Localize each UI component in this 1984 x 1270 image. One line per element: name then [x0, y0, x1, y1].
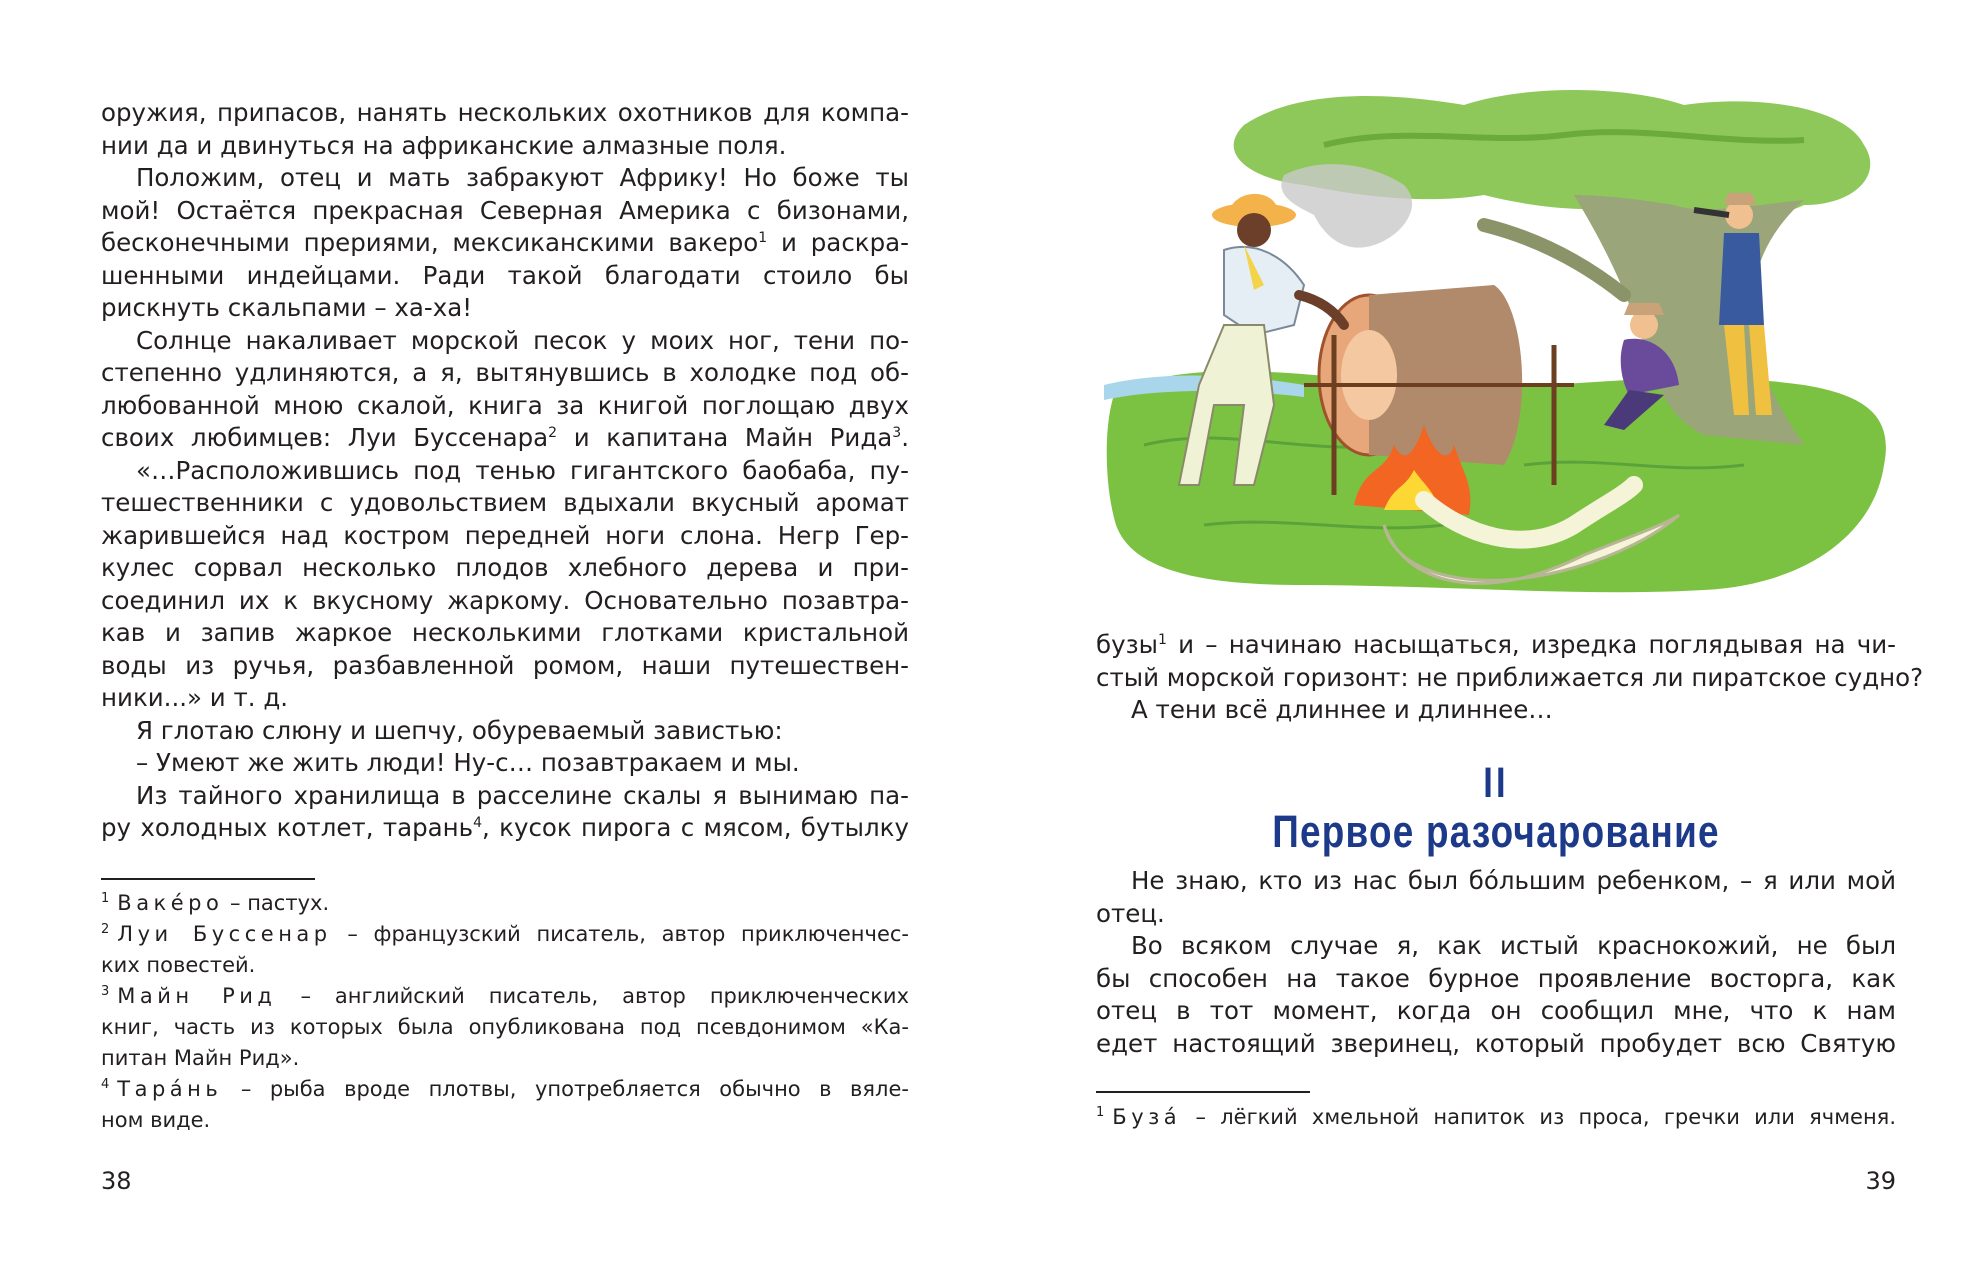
footnote-term: Бузá: [1112, 1105, 1182, 1129]
explorer-hat: [1724, 193, 1756, 205]
text-line: кулес сорвал несколько плодов хлебного дерева и при-: [101, 553, 909, 582]
text-line: своих любимцев: Луи Буссенара$^2$ и капитана Майн Рида$^3$.: [101, 423, 910, 452]
footnote-mark: 1: [758, 229, 768, 246]
footnote-divider: [1096, 1091, 1310, 1093]
text-line: Солнце накаливает морской песок у моих ног, тени по-: [136, 325, 909, 355]
man-head: [1237, 213, 1271, 247]
footnote-mark: 2: [548, 424, 558, 441]
text-line: [101, 227, 909, 260]
text-line: отец в тот момент, когда он сообщил мне, что к нам: [1096, 996, 1896, 1025]
text-line: воды из ручья, разбавленной ромом, наши путешествен-: [101, 650, 909, 680]
footnote-number: 1: [101, 891, 110, 906]
footnote-mark: 1: [1157, 631, 1167, 648]
text-line: шенными индейцами. Ради такой благодати стоило бы: [101, 260, 909, 290]
footnote-number: 3: [101, 984, 110, 999]
text-line: степенно удлиняются, а я, вытянувшись в холодке под об-: [101, 358, 909, 387]
text-line: стый морской горизонт: не приближается ли пиратское судно?: [1096, 662, 1924, 692]
footnote-term: Майн Рид: [117, 984, 277, 1008]
text-fragment: бесконечными прериями, мексиканскими вакеро: [101, 228, 759, 257]
chapter-numeral: II: [1483, 759, 1509, 807]
leg-cut: [1341, 330, 1397, 420]
right-page-top-text: [1096, 629, 1924, 727]
footnote: [1096, 1102, 1896, 1133]
straw-hat-crown: [1229, 194, 1279, 213]
footnote-number: 1: [1096, 1105, 1105, 1120]
seated-man-head: [1630, 311, 1658, 339]
footnote-divider: [101, 878, 315, 880]
text-line: едет настоящий зверинец, который пробудет всю Святую: [1096, 1028, 1896, 1058]
campfire-illustration: [1104, 85, 1894, 615]
footnote-continuation: книг, часть из которых была опубликована под псевдонимом «Ка-: [101, 1015, 909, 1039]
text-fragment: бузы: [1096, 630, 1158, 659]
text-line: Не знаю, кто из нас был бóльшим ребенком, – я или мой: [1131, 866, 1896, 895]
text-fragment: , кусок пирога с мясом, бутылку: [482, 813, 909, 842]
page-number: 38: [101, 1167, 132, 1195]
text-line: Положим, отец и мать забракуют Африку! Но боже ты: [136, 163, 909, 192]
chapter-title: Первое разочарование: [1272, 806, 1720, 857]
footnote-mark: 4: [473, 814, 483, 831]
right-page-footnotes: [1096, 1102, 1896, 1133]
explorer-head: [1725, 201, 1753, 229]
footnote-mark: 3: [892, 424, 902, 441]
man-arm: [1299, 295, 1344, 325]
footnote-continuation: питан Майн Рид».: [101, 1046, 300, 1070]
footnote: [101, 981, 909, 1012]
chapter-heading: [1096, 760, 1896, 858]
footnote-text: – английский писатель, автор приключенческих: [300, 984, 909, 1008]
text-line: [1096, 629, 1896, 662]
left-page-body-text: [101, 97, 909, 845]
footnote-continuation: ном виде.: [101, 1108, 211, 1132]
text-line: рискнуть скальпами – ха-ха!: [101, 293, 473, 322]
text-line: А тени всё длиннее и длиннее…: [1131, 695, 1553, 724]
right-page-body-text: [1096, 865, 1896, 1060]
footnote-term: Тарáнь: [117, 1077, 223, 1101]
text-line: нии да и двинуться на африканские алмазные поля.: [101, 130, 787, 160]
footnote-term: Луи Буссенар: [117, 922, 332, 946]
text-fragment: и раскра-: [781, 228, 909, 257]
text-fragment: ру холодных котлет, тарань: [101, 813, 474, 842]
text-line: соединил их к вкусному жаркому. Основательно позавтра-: [101, 585, 909, 615]
illustration-drawing: [1104, 85, 1894, 615]
footnote: [101, 1074, 909, 1105]
text-line: [101, 812, 909, 845]
footnote-text: – рыба вроде плотвы, употребляется обычно в вяле-: [240, 1077, 909, 1101]
text-line: Из тайного хранилища в расселине скалы я вынимаю па-: [136, 780, 909, 810]
text-line: кав и запив жаркое несколькими глотками кристальной: [101, 618, 909, 647]
footnote-number: 4: [101, 1077, 110, 1092]
text-fragment: своих любимцев: Луи Буссенара: [101, 423, 549, 452]
text-line: Я глотаю слюну и шепчу, обуреваемый завистью:: [136, 715, 783, 745]
text-line: мой! Остаётся прекрасная Северная Америка с бизонами,: [101, 195, 909, 225]
explorer-coat: [1719, 233, 1764, 325]
text-line: «…Расположившись под тенью гигантского баобаба, пу-: [136, 455, 909, 485]
footnote: [101, 888, 909, 919]
footnote-term: Вакéро: [117, 891, 224, 915]
text-line: тешественники с удовольствием вдыхали вкусный аромат: [101, 488, 909, 517]
text-fragment: и – начинаю насыщаться, изредка поглядывая на чи-: [1166, 630, 1896, 659]
text-line: бы способен на такое бурное проявление восторга, как: [1096, 963, 1896, 993]
text-line: – Умеют же жить люди! Ну-с… позавтракаем и мы.: [136, 748, 800, 777]
right-page: [992, 0, 1984, 1270]
man-shirt: [1224, 247, 1304, 335]
text-line: жарившейся над костром передней ноги слона. Негр Гер-: [101, 520, 909, 550]
text-line: отец.: [1096, 898, 1165, 928]
text-line: Во всяком случае я, как истый краснокожий, не был: [1131, 931, 1896, 960]
footnote: [101, 919, 909, 950]
seated-man-hat: [1624, 303, 1664, 315]
footnote-text: – пастух.: [230, 891, 330, 915]
text-line: ники...» и т. д.: [101, 683, 289, 712]
footnote-continuation: ких повестей.: [101, 953, 256, 977]
page-number: 39: [1865, 1167, 1896, 1195]
text-line: оружия, припасов, нанять нескольких охотников для компа-: [101, 98, 909, 127]
footnote-text: – французский писатель, автор приключенчес-: [347, 922, 909, 946]
left-page-footnotes: [101, 888, 909, 1136]
text-line: любованной мною скалой, книга за книгой поглощаю двух: [101, 390, 909, 420]
footnote-number: 2: [101, 922, 110, 937]
text-fragment: и капитана Майн Рида: [557, 423, 893, 452]
footnote-text: – лёгкий хмельной напиток из проса, гречки или ячменя.: [1195, 1105, 1896, 1129]
